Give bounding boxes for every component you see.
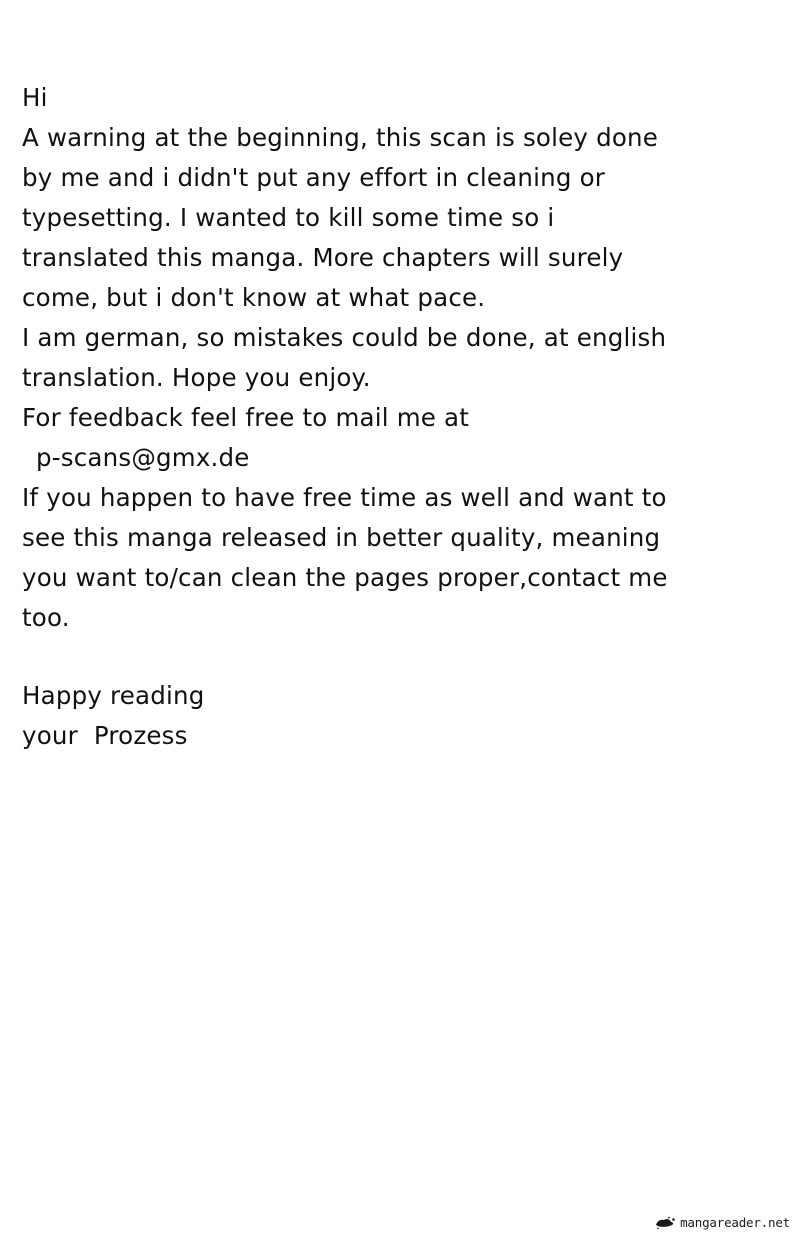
splash-mark-icon — [654, 1216, 676, 1230]
note-line: typesetting. I wanted to kill some time so i — [22, 203, 555, 232]
site-watermark — [654, 1215, 790, 1230]
note-line: For feedback feel free to mail me at — [22, 403, 470, 432]
note-line: too. — [22, 603, 70, 632]
note-line: come, but i don't know at what pace. — [22, 283, 486, 312]
translator-note — [22, 78, 752, 756]
note-line: Hi — [22, 83, 48, 112]
note-line: by me and i didn't put any effort in cleaning or — [22, 163, 606, 192]
note-signoff — [22, 676, 752, 756]
note-line: A warning at the beginning, this scan is soley done — [22, 123, 659, 152]
signoff-line: your Prozess — [22, 721, 188, 750]
contact-email-line: p-scans@gmx.de — [28, 443, 250, 472]
note-line: translated this manga. More chapters will surely — [22, 243, 624, 272]
signoff-line: Happy reading — [22, 681, 205, 710]
note-line: If you happen to have free time as well and want to — [22, 483, 667, 512]
note-line: you want to/can clean the pages proper,contact me — [22, 563, 668, 592]
watermark-label: mangareader.net — [680, 1215, 790, 1230]
note-line: I am german, so mistakes could be done, at english — [22, 323, 667, 352]
note-line: see this manga released in better quality, meaning — [22, 523, 661, 552]
note-spacer — [22, 638, 752, 676]
note-line: translation. Hope you enjoy. — [22, 363, 371, 392]
